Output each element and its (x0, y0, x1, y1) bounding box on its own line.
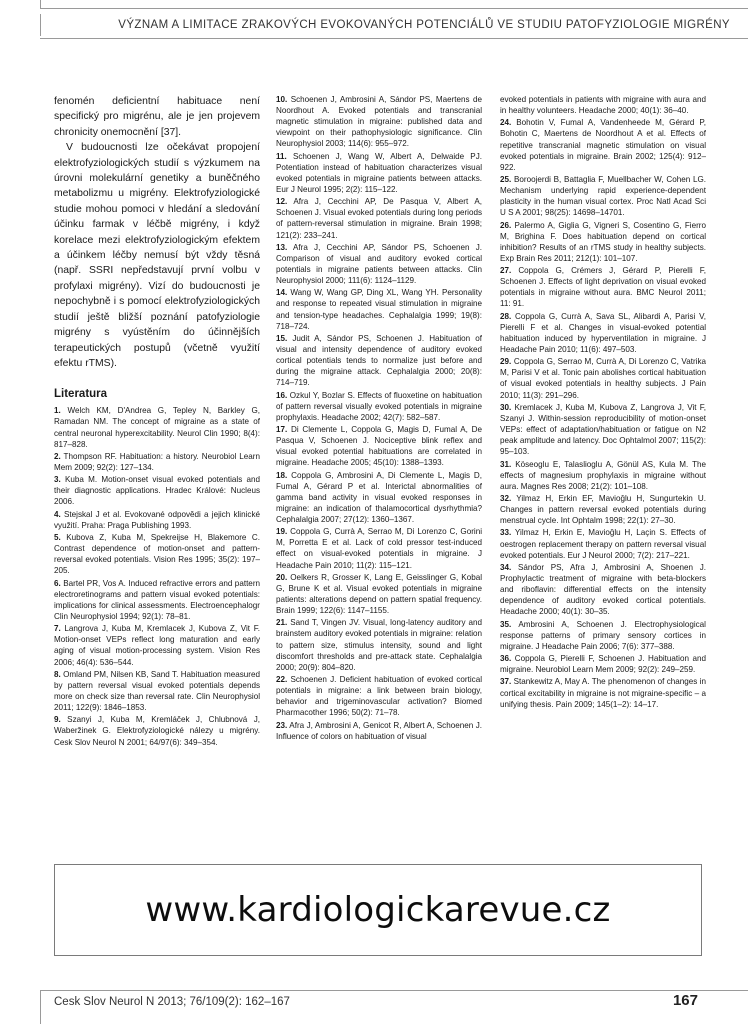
column-3 (500, 94, 706, 774)
reference-text: Coppola G, Pierelli F, Schoenen J. Habituation and migraine. Neurobiol Learn Mem 2009; 92(2): 249–259. (500, 654, 706, 675)
reference-text: Palermo A, Giglia G, Vigneri S, Cosentino G, Fierro M, Brighina F. Does habituation depend on cortical inhibition? Results of an rTMS study in healthy subjects. Exp Brain Res 2011; 212(1): 101–107. (500, 220, 706, 263)
reference-item (276, 242, 482, 286)
reference-text: Ozkul Y, Bozlar S. Effects of fluoxetine on habituation of pattern reversal visually evoked potentials in migraine prophylaxis. Headache 2002; 42(7): 582–587. (276, 390, 482, 422)
reference-item (276, 674, 482, 718)
reference-text: Stejskal J et al. Evokované odpovědi a jejich klinické využití. Praha: Praga Publishing 1993. (54, 509, 260, 530)
reference-item (500, 117, 706, 172)
reference-text: Di Clemente L, Coppola G, Magis D, Fumal A, De Pasqua V, Schoenen J. Nociceptive blink reflex and visual evoked potential habituations are correlated in migraine. Headache 2005; 45(10): 1388–1393. (276, 425, 482, 468)
reference-text: Bohotin V, Fumal A, Vandenheede M, Gérard P, Bohotin C, Maertens de Noordhout A et al. Effects of repetitive transcranial magnetic stimulation on visual evoked potentials in migraine. Brain 2002; 125(4): 912–922. (500, 118, 706, 172)
reference-item (276, 333, 482, 388)
reference-number: 13. (276, 242, 288, 252)
running-title: VÝZNAM A LIMITACE ZRAKOVÝCH EVOKOVANÝCH POTENCIÁLŮ VE STUDIU PATOFYZIOLOGIE MIGRÉNY (40, 14, 730, 36)
reference-text: Szanyi J, Kuba M, Kremláček J, Chlubnová J, Waberžinek G. Elektrofyziologické nálezy u migrény. Cesk Slov Neurol N 2001; 64/97(6): 349–354. (54, 715, 260, 747)
reference-item (276, 390, 482, 423)
reference-number: 14. (276, 288, 288, 298)
top-rule (40, 0, 748, 9)
reference-text: Coppola G, Serrao M, Currà A, Di Lorenzo C, Vatrika M, Parisi V et al. Tonic pain abolishes cortical habituation of visual evoked potentials in healthy subjects. J Pain 2010; 11(3): 291–296. (500, 357, 706, 400)
reference-item (500, 653, 706, 675)
reference-item (276, 526, 482, 570)
journal-citation: Cesk Slov Neurol N 2013; 76/109(2): 162–167 (54, 996, 290, 1008)
reference-text: Sand T, Vingen JV. Visual, long-latency auditory and brainstem auditory evoked potentials in migraine: relation to pattern size, stimulus intensity, sound and light discomfort thresholds and pre-attack state. Cephalalgia 2000; 20(9): 804–820. (276, 618, 482, 672)
reference-item (54, 405, 260, 449)
reference-number: 36. (500, 654, 512, 664)
reference-number: 22. (276, 675, 288, 685)
reference-number: 37. (500, 677, 512, 687)
reference-number: 30. (500, 402, 512, 412)
reference-number: 12. (276, 197, 288, 207)
header-rule (40, 38, 748, 39)
reference-item (500, 459, 706, 492)
reference-number: 11. (276, 151, 287, 161)
reference-item (500, 527, 706, 560)
reference-number: 3. (54, 475, 61, 485)
reference-item (54, 714, 260, 747)
article-columns (54, 94, 708, 774)
reference-number: 18. (276, 470, 288, 480)
reference-item (276, 196, 482, 240)
reference-item (276, 572, 482, 616)
reference-number: 32. (500, 493, 512, 503)
column-1 (54, 94, 260, 774)
reference-text: Kuba M. Motion-onset visual evoked potentials and their diagnostic applications. Hradec Králové: Nucleus 2006. (54, 475, 260, 507)
reference-text: Judit A, Sándor PS, Schoenen J. Habituation of visual and intensity dependence of auditory evoked cortical potentials tends to normalize just before and during the migraine attack. Cephalalgia 2000; 20(8): 714–719. (276, 333, 482, 388)
reference-item (500, 265, 706, 309)
reference-item (54, 474, 260, 507)
reference-list (500, 94, 706, 710)
reference-text: Langrova J, Kuba M, Kremlacek J, Kubova Z, Vit F. Motion-onset VEPs reflect long maturation and early aging of visual motion-processing system. Vision Res 2006; 46(4): 536–544. (54, 624, 260, 667)
reference-item (500, 493, 706, 526)
reference-text: Wang W, Wang GP, Ding XL, Wang YH. Personality and response to repeated visual stimulation in migraine and tension-type headaches. Cephalalgia 1999; 19(8): 718–724. (276, 288, 482, 331)
reference-number: 1. (54, 406, 61, 416)
reference-text: Boroojerdi B, Battaglia F, Muellbacher W, Cohen LG. Mechanism underlying rapid experience-dependent plasticity in the human visual cortex. Proc Natl Acad Sci U S A 2001; 98(25): 14698–14701. (500, 175, 706, 218)
reference-number: 23. (276, 720, 288, 730)
reference-item (54, 578, 260, 622)
reference-text: Köseoglu E, Talaslioglu A, Gönül AS, Kula M. The effects of magnesium prophylaxis in migraine without aura. Magnes Res 2008; 21(2): 101–108. (500, 459, 706, 491)
page-number: 167 (672, 992, 698, 1009)
reference-text: Welch KM, D'Andrea G, Tepley N, Barkley G, Ramadan NM. The concept of migraine as a state of central neuronal hyperexcitability. Neurol Clin 1990; 8(4): 817–828. (54, 406, 260, 449)
reference-text: Yilmaz H, Erkin EF, Mavioğlu H, Sungurtekin U. Changes in pattern reversal evoked potentials during menstrual cycle. Int Ophtalm 1998; 22(1): 27–30. (500, 493, 706, 526)
reference-text: Kremlacek J, Kuba M, Kubova Z, Langrova J, Vit F, Szanyi J. Within-session reproducibility of motion-onset VEPs: effect of adaptation/habituation or fatigue on N2 peak amplitude and latency. Doc Ophtalmol 2007; 115(2): 95–103. (500, 402, 706, 457)
reference-number: 24. (500, 118, 512, 128)
reference-text: Oelkers R, Grosser K, Lang E, Geisslinger G, Kobal G, Brune K et al. Visual evoked potentials in migraine patients: alterations depend on pattern spatial frequency. Brain 1999; 122(6): 1147–1155. (276, 572, 482, 616)
reference-number: 33. (500, 528, 512, 538)
reference-number: 31. (500, 459, 512, 469)
reference-item (54, 451, 260, 473)
footer-rule-vertical (40, 990, 41, 1024)
literature-heading: Literatura (54, 388, 108, 401)
reference-text: Schoenen J, Ambrosini A, Sándor PS, Maertens de Noordhout A. Evoked potentials and transcranial magnetic stimulation in migraine: published data and viewpoint on their pathophysiologic significance. Clin Neurophysiol 2003; 114(6): 955–972. (276, 95, 482, 149)
reference-number: 10. (276, 95, 288, 104)
reference-item (500, 94, 706, 116)
reference-item (500, 311, 706, 355)
reference-number: 8. (54, 669, 61, 679)
column-2 (276, 94, 482, 774)
reference-text: Sándor PS, Afra J, Ambrosini A, Shoenen J. Prophylactic treatment of migraine with beta-blockers and riboflavin: differential effects on the intensity dependence of auditory evoked cortical potentials. Headache 2000; 40(1): 30–35. (500, 562, 706, 617)
reference-text: Coppola G, Currà A, Serrao M, Di Lorenzo C, Gorini M, Porretta E et al. Lack of cold pressor test-induced effect on visual-evoked potentials in migraine. J Headache Pain 2010; 11(2): 115–121. (276, 527, 482, 570)
reference-text: Coppola G, Ambrosini A, Di Clemente L, Magis D, Fumal A, Gérard P et al. Interictal abnormalities of gamma band activity in visual evoked responses in migraine: an indication of thalamocortical dysrhythmia? Cephalalgia 2007; 27(12): 1360–1367. (276, 470, 482, 524)
reference-item (500, 402, 706, 457)
reference-item (276, 720, 482, 742)
reference-item (500, 562, 706, 617)
reference-item (54, 669, 260, 713)
reference-number: 15. (276, 333, 288, 343)
reference-item (276, 424, 482, 468)
reference-number: 6. (54, 578, 61, 588)
reference-number: 9. (54, 715, 61, 725)
body-paragraph: V budoucnosti lze očekávat propojení elektrofyziologických studií s výzkumem na úrovni molekulární genetiky a buněčného metabolizmu u migrény. Elektrofyziologické studie mohou pomoci v hledání a sledování účinku farmak v léčbě migrény, i když korelace mezi elektrofyziologickým efektem a účinkem léčby nemusí být vždy těsná (např. SSRI nepředstavují první volbu v profylaxi migrény). Vizí do budoucnosti je nepochybně i s pomocí elektrofyziologických studií ještě bližší poznání patofyziologie migrény s vyústěním do účinnějších terapeutických postupů (včetně využití efektu rTMS). (54, 142, 260, 369)
reference-text: Omland PM, Nilsen KB, Sand T. Habituation measured by pattern reversal visual evoked potentials depends more on check size than reversal rate. Clin Neurophysiol 2011; 122(9): 1846–1853. (54, 669, 260, 713)
reference-number: 7. (54, 624, 61, 634)
reference-item (500, 619, 706, 652)
reference-item (500, 220, 706, 264)
reference-text: Ambrosini A, Schoenen J. Electrophysiological response patterns of primary sensory cortices in migraine. J Headache Pain 2006; 7(6): 377–388. (500, 619, 706, 651)
banner-url[interactable]: www.kardiologickarevue.cz (145, 890, 611, 930)
body-paragraph: fenomén deficientní habituace není specifický pro migrénu, ale je jen projevem chronicity onemocnění [37]. (54, 96, 260, 138)
reference-number: 2. (54, 451, 61, 461)
reference-number: 19. (276, 527, 288, 537)
reference-number: 17. (276, 425, 288, 435)
footer-rule (40, 990, 748, 991)
reference-number: 16. (276, 390, 288, 400)
reference-item (276, 151, 482, 195)
reference-item (500, 356, 706, 400)
reference-number: 20. (276, 572, 288, 582)
reference-text: Coppola G, Crémers J, Gérard P, Pierelli F, Schoenen J. Effects of light deprivation on visual evoked potentials in migraine without aura. BMC Neurol 2011; 11: 91. (500, 266, 706, 309)
reference-text: Coppola G, Currà A, Sava SL, Alibardi A, Parisi V, Pierelli F et al. Changes in visual-evoked potential habituation induced by hyperventilation in migraine. J Headache Pain 2010; 11(6): 497–503. (500, 311, 706, 354)
reference-text: Schoenen J, Wang W, Albert A, Delwaide PJ. Potentiation instead of habituation characterizes visual evoked potentials in migraine patients between attacks. Eur J Neurol 1995; 2(2): 115–122. (276, 151, 482, 194)
reference-number: 21. (276, 618, 288, 628)
reference-item (500, 676, 706, 709)
reference-number: 28. (500, 311, 512, 321)
reference-text: Bartel PR, Vos A. Induced refractive errors and pattern electroretinograms and pattern visual evoked potentials: implications for clinical assessments. Electroencephalogr Clin Neurophysiol 1994; 92(1): 78–81. (54, 578, 260, 621)
reference-text: Kubova Z, Kuba M, Spekreijse H, Blakemore C. Contrast dependence of motion-onset and pattern-reversal evoked potentials. Vision Res 1995; 35(2): 197–205. (54, 533, 260, 576)
reference-text: evoked potentials in patients with migraine with aura and in healthy volunteers. Headache 2000; 40(1): 36–40. (500, 95, 706, 116)
reference-number: 35. (500, 619, 512, 629)
advertisement-banner[interactable] (54, 864, 702, 956)
reference-item (54, 623, 260, 667)
reference-text: Afra J, Cecchini AP, Sándor PS, Schoenen J. Comparison of visual and auditory evoked cortical potentials in migraine patients between attacks. Clin Neurophysiol 2000; 111(6): 1124–1129. (276, 242, 482, 286)
reference-item (276, 617, 482, 672)
reference-item (276, 94, 482, 149)
reference-number: 25. (500, 175, 512, 185)
reference-text: Afra J, Ambrosini A, Genicot R, Albert A, Schoenen J. Influence of colors on habituation of visual (276, 720, 482, 741)
reference-number: 5. (54, 533, 61, 543)
reference-list (54, 405, 260, 747)
reference-text: Schoenen J. Deficient habituation of evoked cortical potentials in migraine: a link between brain biology, behavior and trigeminovascular activation? Biomed Pharmacother 1996; 50(2): 71–78. (276, 675, 482, 718)
reference-item (276, 470, 482, 525)
reference-text: Afra J, Cecchini AP, De Pasqua V, Albert A, Schoenen J. Visual evoked potentials during long periods of pattern-reversal stimulation in migraine. Brain 1998; 121(2): 233–241. (276, 197, 482, 240)
reference-number: 26. (500, 220, 512, 230)
reference-number: 4. (54, 509, 61, 519)
reference-item (276, 287, 482, 331)
reference-number: 27. (500, 266, 512, 276)
reference-item (54, 509, 260, 531)
reference-text: Thompson RF. Habituation: a history. Neurobiol Learn Mem 2009; 92(2): 127–134. (54, 451, 260, 472)
reference-text: Stankewitz A, May A. The phenomenon of changes in cortical excitability in migraine is not migraine-specific – a unifying thesis. Pain 2009; 145(1–2): 14–17. (500, 677, 706, 709)
reference-text: Yilmaz H, Erkin E, Mavioğlu H, Laçin S. Effects of oestrogen replacement therapy on pattern reversal visual evoked potentials. Eur J Neurol 2000; 7(2): 217–221. (500, 528, 706, 560)
reference-number: 34. (500, 562, 512, 572)
reference-number: 29. (500, 357, 512, 367)
reference-item (54, 532, 260, 576)
reference-list (276, 94, 482, 742)
reference-item (500, 174, 706, 218)
